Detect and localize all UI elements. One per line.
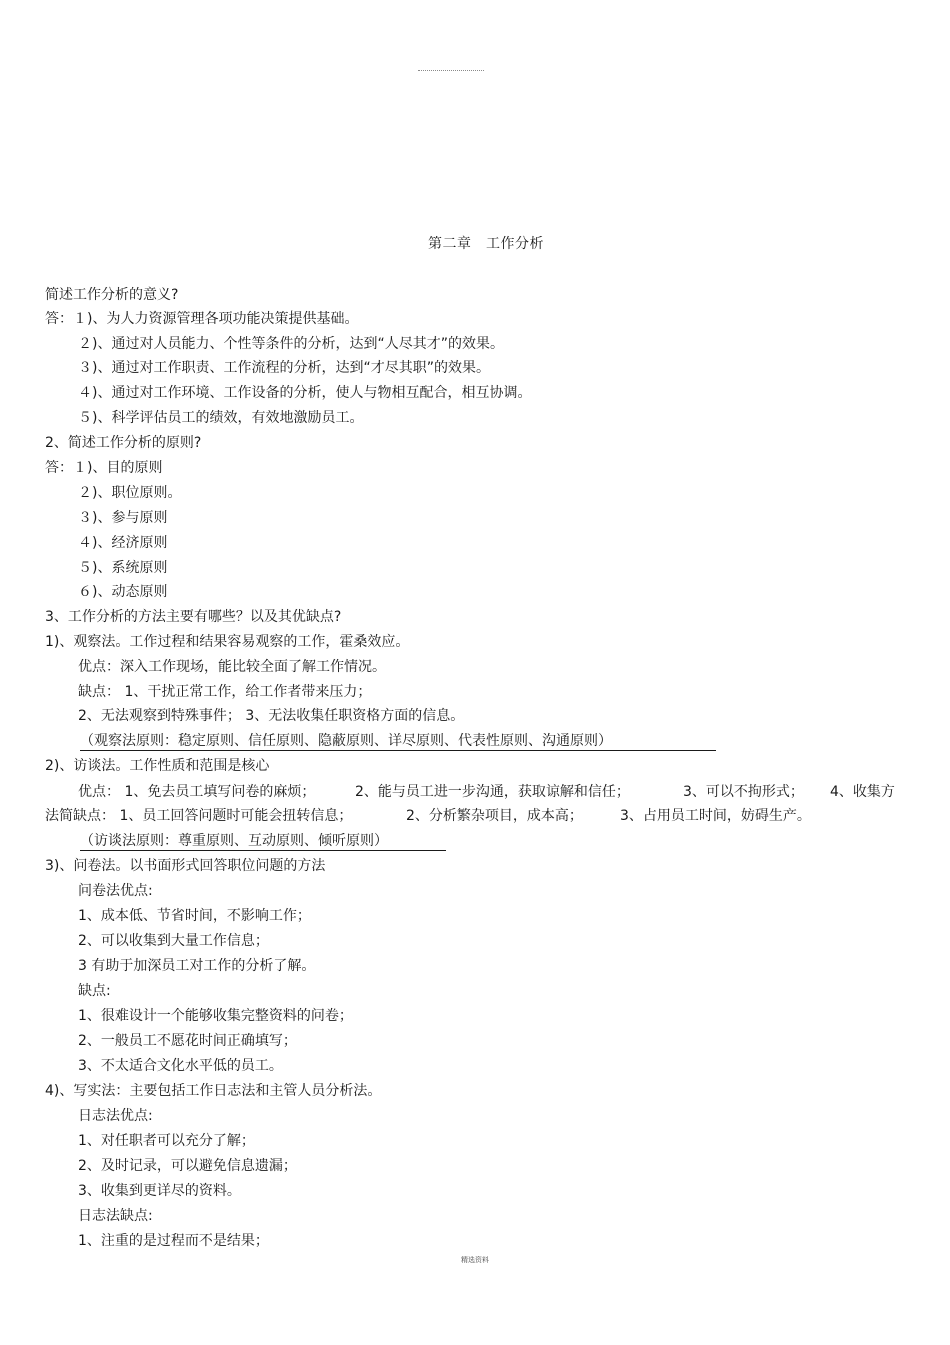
question-2: 2、简述工作分析的原则? (45, 435, 202, 451)
body-line: 优点：深入工作现场，能比较全面了解工作情况。 (78, 659, 386, 675)
body-line: 法简缺点： 1、员工回答问题时可能会扭转信息； (45, 808, 353, 824)
body-line: 3、收集到更详尽的资料。 (78, 1183, 241, 1199)
question-1: 简述工作分析的意义? (45, 287, 179, 303)
body-line: 日志法缺点: (78, 1208, 153, 1224)
body-line: 4、收集方 (830, 784, 895, 800)
answer-line: 答：１)、为人力资源管理各项功能决策提供基础。 (45, 311, 359, 327)
body-line: 缺点: (78, 983, 111, 999)
answer-line: ５)、系统原则 (78, 560, 168, 576)
method-heading: 1)、观察法。工作过程和结果容易观察的工作，霍桑效应。 (45, 634, 410, 650)
answer-line: ４)、经济原则 (78, 535, 168, 551)
answer-line: ２)、通过对人员能力、个性等条件的分析，达到“人尽其才”的效果。 (78, 336, 504, 352)
body-line: 1、很难设计一个能够收集完整资料的问卷； (78, 1008, 353, 1024)
body-line: 问卷法优点: (78, 883, 153, 899)
interview-principles-note: （访谈法原则：尊重原则、互动原则、倾听原则） (80, 832, 446, 851)
answer-line: ６)、动态原则 (78, 584, 168, 600)
header-rule (418, 70, 484, 71)
body-line: 优点： 1、免去员工填写问卷的麻烦； (78, 784, 316, 800)
answer-line: ３)、通过对工作职责、工作流程的分析，达到“才尽其职”的效果。 (78, 360, 490, 376)
question-3: 3、工作分析的方法主要有哪些？以及其优缺点? (45, 609, 342, 625)
body-line: 2、一般员工不愿花时间正确填写； (78, 1033, 297, 1049)
body-line: 2、无法观察到特殊事件； 3、无法收集任职资格方面的信息。 (78, 708, 465, 724)
body-line: 3、可以不拘形式； (683, 784, 804, 800)
body-line: 1、成本低、节省时间，不影响工作； (78, 908, 311, 924)
body-line: 3、占用员工时间，妨碍生产。 (620, 808, 811, 824)
body-line: 3、不太适合文化水平低的员工。 (78, 1058, 283, 1074)
answer-line: ３)、参与原则 (78, 510, 168, 526)
page-footer: 精选资料 (461, 1256, 489, 1264)
body-line: 日志法优点: (78, 1108, 153, 1124)
answer-line: ２)、职位原则。 (78, 485, 182, 501)
answer-line: ５)、科学评估员工的绩效，有效地激励员工。 (78, 410, 364, 426)
body-line: 1、对任职者可以充分了解； (78, 1133, 255, 1149)
method-heading: 2)、访谈法。工作性质和范围是核心 (45, 758, 270, 774)
observation-principles-note: （观察法原则：稳定原则、信任原则、隐蔽原则、详尽原则、代表性原则、沟通原则） (80, 732, 716, 751)
answer-line: ４)、通过对工作环境、工作设备的分析，使人与物相互配合，相互协调。 (78, 385, 532, 401)
body-line: 缺点： 1、干扰正常工作，给工作者带来压力； (78, 684, 372, 700)
method-heading: 4)、写实法：主要包括工作日志法和主管人员分析法。 (45, 1083, 382, 1099)
answer-line: 答：１)、目的原则 (45, 460, 163, 476)
method-heading: 3)、问卷法。以书面形式回答职位问题的方法 (45, 858, 326, 874)
body-line: 2、可以收集到大量工作信息； (78, 933, 269, 949)
body-line: 2、分析繁杂项目，成本高； (406, 808, 583, 824)
body-line: 2、能与员工进一步沟通，获取谅解和信任； (355, 784, 630, 800)
body-line: 1、注重的是过程而不是结果； (78, 1233, 269, 1249)
body-line: 2、及时记录，可以避免信息遗漏； (78, 1158, 297, 1174)
body-line: 3 有助于加深员工对工作的分析了解。 (78, 958, 316, 974)
chapter-title: 第二章 工作分析 (428, 236, 544, 252)
